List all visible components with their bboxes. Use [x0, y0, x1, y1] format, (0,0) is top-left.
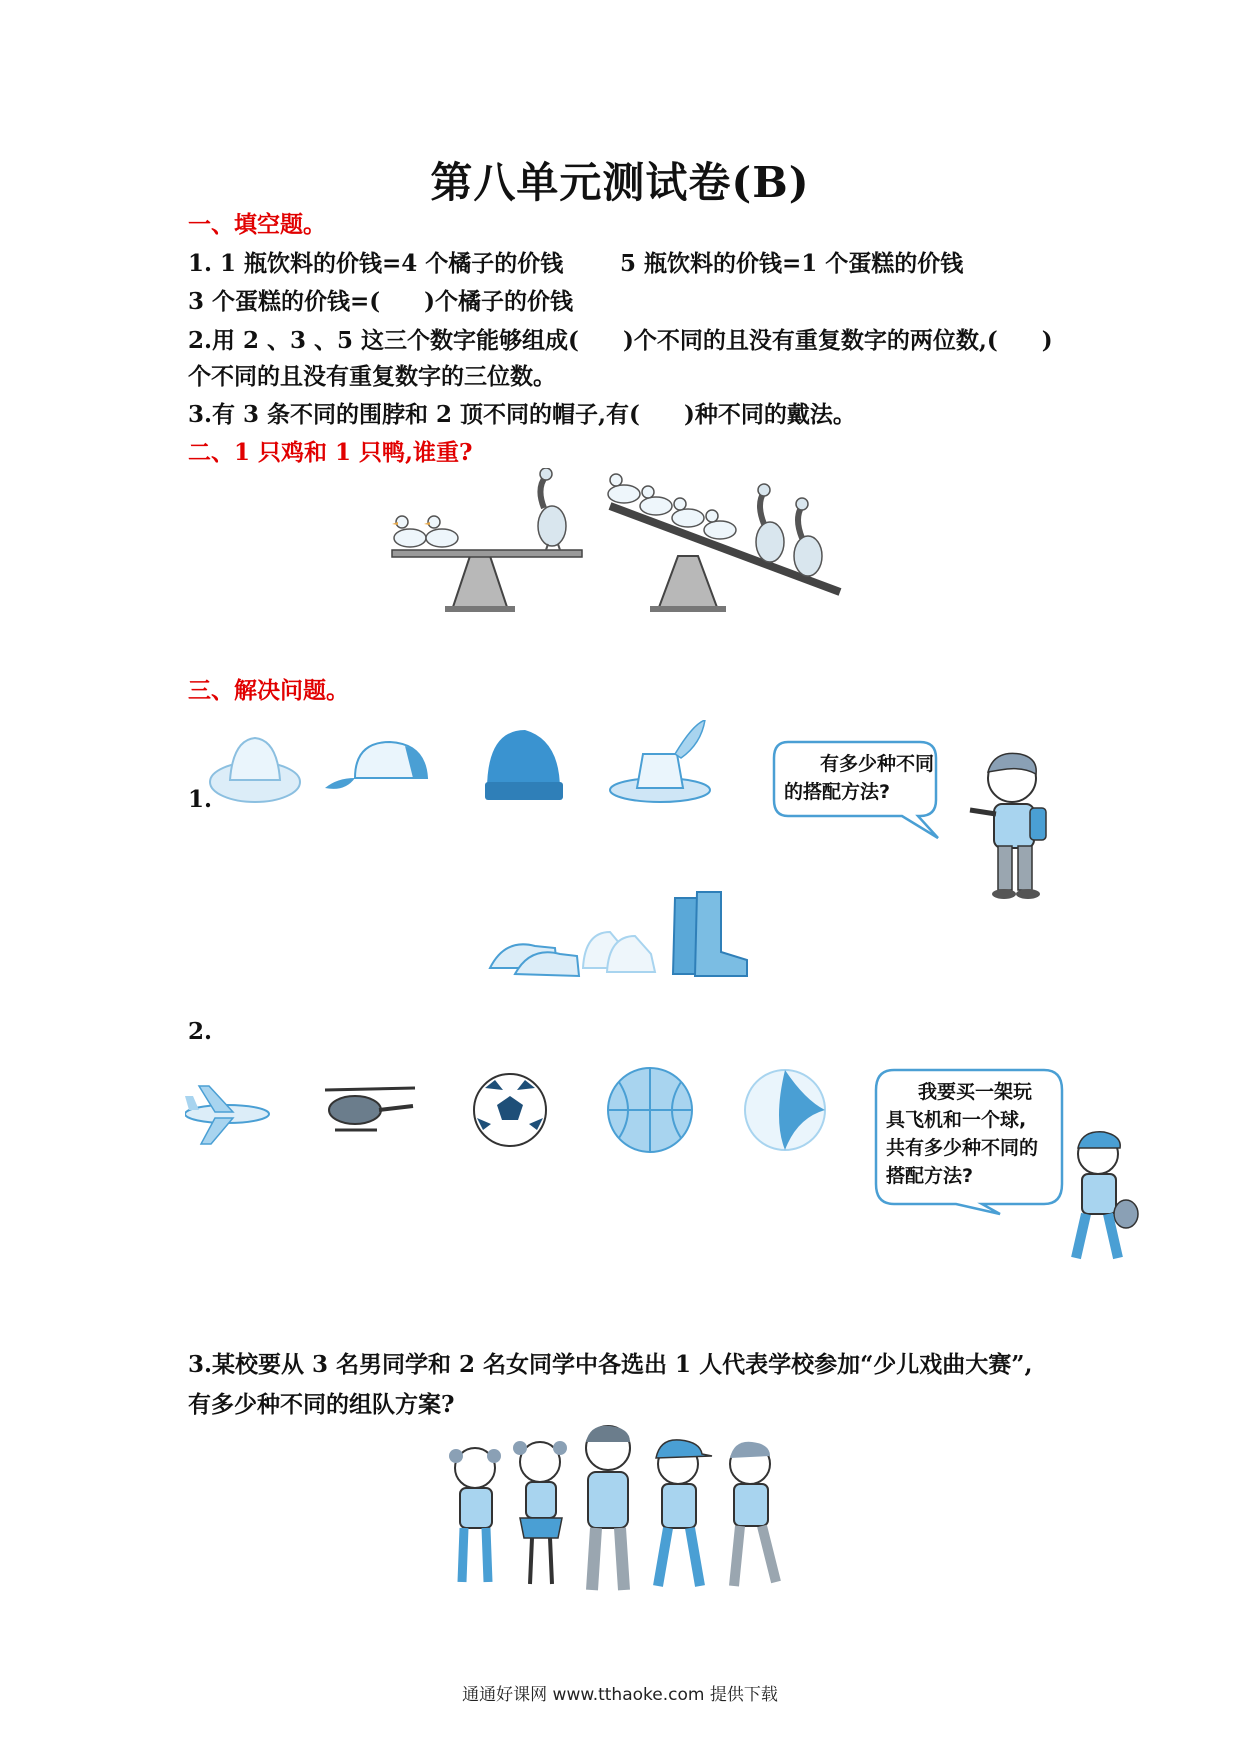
soccer-ball-icon [474, 1074, 546, 1146]
chicken-icon [794, 498, 822, 576]
q2-line1-c: ) [1041, 327, 1053, 354]
problem1-label: 1. [188, 786, 213, 813]
girl-figure-2 [513, 1441, 567, 1584]
seesaw-illustration [380, 468, 860, 618]
toys-row [185, 1060, 845, 1170]
bubble2-line1: 我要买一架玩 [918, 1081, 1033, 1103]
footer-credit: 通通好课网 www.tthaoke.com 提供下载 [462, 1685, 778, 1705]
q1-line2-a: 3 个蛋糕的价钱=( [188, 288, 381, 315]
section2-heading: 二、1 只鸡和 1 只鸭,谁重? [188, 439, 473, 466]
boy-figure-1 [960, 748, 1070, 908]
chicken-icon [538, 468, 566, 550]
girl-figure-1 [449, 1448, 501, 1582]
q2-line1 [188, 322, 1053, 355]
shoes-row [485, 888, 755, 988]
problem3-line2: 有多少种不同的组队方案? [188, 1391, 455, 1418]
chicken-icon [756, 484, 784, 562]
duck-icon [608, 474, 640, 503]
q1-line1-b: 5 瓶饮料的价钱=1 个蛋糕的价钱 [620, 250, 964, 277]
helicopter-icon [325, 1088, 415, 1130]
q3-line [188, 396, 856, 429]
bubble2-line3: 共有多少种不同的 [886, 1137, 1039, 1159]
airplane-icon [185, 1086, 269, 1144]
boy-figure-4 [656, 1440, 712, 1586]
q1-line1-a: 1. 1 瓶饮料的价钱=4 个橘子的价钱 [188, 250, 564, 277]
sneaker-icon [583, 932, 655, 972]
bubble1-line1: 有多少种不同 [820, 753, 935, 775]
duck-icon [424, 516, 458, 547]
problem3-line1: 3.某校要从 3 名男同学和 2 名女同学中各选出 1 人代表学校参加“少儿戏曲大赛”, [188, 1351, 1033, 1378]
problem2-label: 2. [188, 1018, 213, 1045]
sun-hat-icon [210, 738, 300, 802]
section3-heading: 三、解决问题。 [188, 677, 349, 704]
speech-bubble-2 [872, 1066, 1072, 1216]
duck-icon [704, 510, 736, 539]
seesaw-right [608, 474, 840, 612]
students-group-illustration [440, 1422, 800, 1602]
page-title: 第八单元测试卷(B) [430, 158, 810, 207]
high-heel-icon [490, 944, 579, 976]
bubble2-line2: 具飞机和一个球, [886, 1109, 1027, 1131]
q1-line2 [188, 283, 573, 316]
knit-hat-icon [485, 730, 563, 800]
boy-figure-3 [586, 1426, 630, 1590]
duck-icon [392, 516, 426, 547]
q3-a: 3.有 3 条不同的围脖和 2 顶不同的帽子,有( [188, 401, 640, 428]
boy-figure-2 [1058, 1128, 1150, 1268]
q2-line1-b: )个不同的且没有重复数字的两位数,( [622, 327, 998, 354]
bubble1-line2: 的搭配方法? [784, 781, 891, 803]
duck-icon [672, 498, 704, 527]
q1-line2-b: )个橘子的价钱 [424, 288, 574, 315]
q2-line2: 个不同的且没有重复数字的三位数。 [188, 363, 556, 390]
section1-heading: 一、填空题。 [188, 211, 326, 238]
boots-icon [673, 892, 747, 976]
q2-line1-a: 2.用 2 、3 、5 这三个数字能够组成( [188, 327, 579, 354]
baseball-cap-icon [325, 742, 427, 789]
seesaw-left [392, 468, 582, 612]
volleyball-icon [745, 1070, 825, 1150]
boy-figure-5 [730, 1442, 776, 1586]
feather-hat-icon [610, 720, 710, 802]
bubble2-line4: 搭配方法? [886, 1165, 974, 1187]
basketball-icon [608, 1068, 692, 1152]
hats-row [205, 720, 725, 820]
q3-b: )种不同的戴法。 [683, 401, 856, 428]
duck-icon [640, 486, 672, 515]
